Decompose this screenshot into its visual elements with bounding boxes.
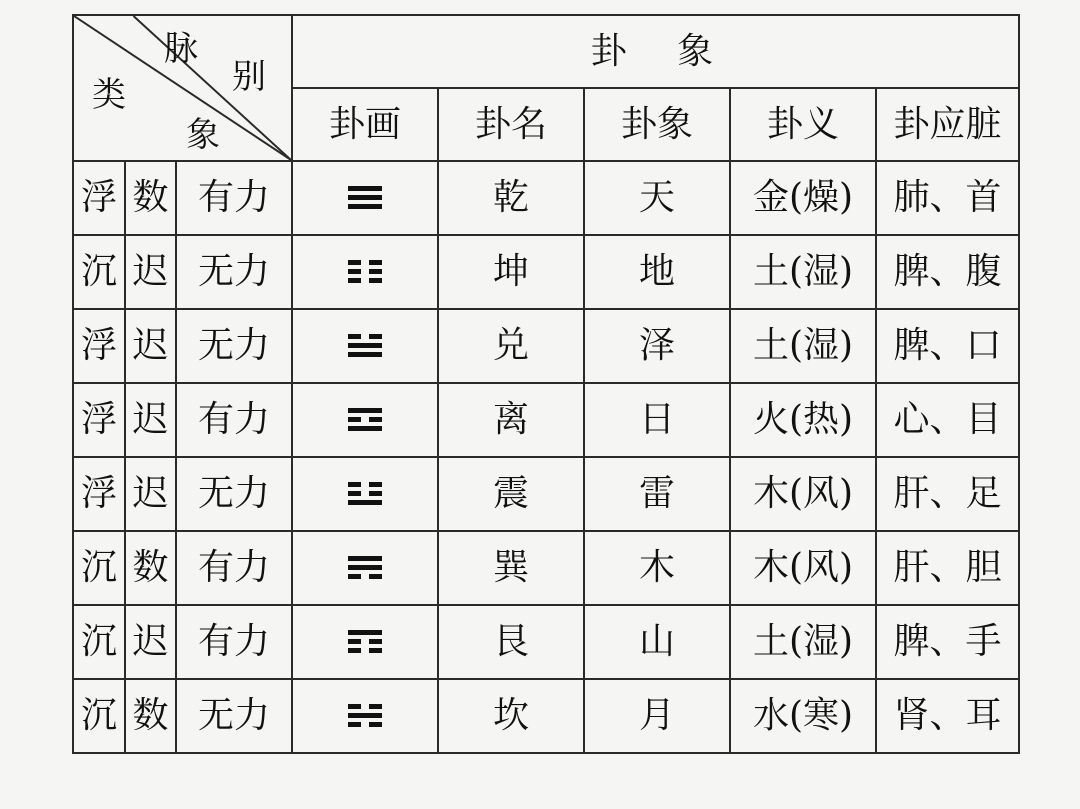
pulse-position-cell: 沉 xyxy=(73,605,125,679)
trigram-drawing-cell xyxy=(292,531,438,605)
table-row xyxy=(73,383,1019,457)
trigram-meaning-cell: 土(湿) xyxy=(730,235,876,309)
trigram-name-cell: 巽 xyxy=(438,531,584,605)
trigram-meaning-cell: 水(寒) xyxy=(730,679,876,753)
pulse-rate-cell: 数 xyxy=(125,679,176,753)
trigram-organ-cell: 脾、口 xyxy=(876,309,1019,383)
trigram-meaning-cell: 土(湿) xyxy=(730,605,876,679)
trigram-image-cell: 日 xyxy=(584,383,730,457)
col-header-trigram-name: 卦名 xyxy=(438,88,584,161)
table-row xyxy=(73,605,1019,679)
trigram-name-cell: 坤 xyxy=(438,235,584,309)
zhen-trigram-icon xyxy=(348,481,382,505)
pulse-rate-cell: 迟 xyxy=(125,309,176,383)
table-row xyxy=(73,679,1019,753)
pulse-strength-cell: 有力 xyxy=(176,531,292,605)
pulse-strength-cell: 无力 xyxy=(176,309,292,383)
table-row xyxy=(73,309,1019,383)
pulse-position-cell: 浮 xyxy=(73,309,125,383)
pulse-position-cell: 沉 xyxy=(73,531,125,605)
trigram-drawing-cell xyxy=(292,383,438,457)
trigram-organ-cell: 肾、耳 xyxy=(876,679,1019,753)
trigram-name-cell: 乾 xyxy=(438,161,584,235)
trigram-meaning-cell: 木(风) xyxy=(730,531,876,605)
pulse-rate-cell: 迟 xyxy=(125,235,176,309)
pulse-strength-cell: 有力 xyxy=(176,161,292,235)
pulse-strength-cell: 无力 xyxy=(176,235,292,309)
qian-trigram-icon xyxy=(348,185,382,209)
trigram-organ-cell: 脾、腹 xyxy=(876,235,1019,309)
pulse-position-cell: 浮 xyxy=(73,383,125,457)
table-row xyxy=(73,531,1019,605)
table-row xyxy=(73,161,1019,235)
corner-header xyxy=(73,15,292,161)
trigram-organ-cell: 肺、首 xyxy=(876,161,1019,235)
xun-trigram-icon xyxy=(348,555,382,579)
trigram-organ-cell: 肝、足 xyxy=(876,457,1019,531)
corner-label-lei: 类 xyxy=(92,75,126,115)
gen-trigram-icon xyxy=(348,629,382,653)
pulse-rate-cell: 迟 xyxy=(125,383,176,457)
trigram-drawing-cell xyxy=(292,309,438,383)
li-trigram-icon xyxy=(348,407,382,431)
trigram-meaning-cell: 木(风) xyxy=(730,457,876,531)
pulse-rate-cell: 迟 xyxy=(125,457,176,531)
pulse-position-cell: 沉 xyxy=(73,235,125,309)
table-body xyxy=(73,161,1019,753)
pulse-position-cell: 沉 xyxy=(73,679,125,753)
pulse-position-cell: 浮 xyxy=(73,161,125,235)
pulse-position-cell: 浮 xyxy=(73,457,125,531)
pulse-strength-cell: 无力 xyxy=(176,457,292,531)
trigram-organ-cell: 肝、胆 xyxy=(876,531,1019,605)
trigram-meaning-cell: 火(热) xyxy=(730,383,876,457)
trigram-organ-cell: 心、目 xyxy=(876,383,1019,457)
trigram-organ-cell: 脾、手 xyxy=(876,605,1019,679)
trigram-image-cell: 月 xyxy=(584,679,730,753)
trigram-name-cell: 离 xyxy=(438,383,584,457)
kan-trigram-icon xyxy=(348,703,382,727)
pulse-trigram-table xyxy=(72,14,1020,754)
trigram-drawing-cell xyxy=(292,605,438,679)
trigram-drawing-cell xyxy=(292,235,438,309)
kun-trigram-icon xyxy=(348,259,382,283)
trigram-name-cell: 坎 xyxy=(438,679,584,753)
trigram-image-cell: 泽 xyxy=(584,309,730,383)
trigram-name-cell: 兑 xyxy=(438,309,584,383)
trigram-name-cell: 艮 xyxy=(438,605,584,679)
pulse-rate-cell: 数 xyxy=(125,161,176,235)
trigram-image-cell: 地 xyxy=(584,235,730,309)
corner-label-bie: 别 xyxy=(232,57,266,97)
pulse-rate-cell: 迟 xyxy=(125,605,176,679)
pulse-strength-cell: 无力 xyxy=(176,679,292,753)
trigram-drawing-cell xyxy=(292,679,438,753)
corner-label-mai: 脉 xyxy=(164,29,198,69)
trigram-image-cell: 山 xyxy=(584,605,730,679)
header-gua-xiang: 卦 象 xyxy=(292,15,1019,88)
trigram-meaning-cell: 金(燥) xyxy=(730,161,876,235)
trigram-drawing-cell xyxy=(292,457,438,531)
table-row xyxy=(73,235,1019,309)
corner-label-xiang: 象 xyxy=(186,115,220,155)
pulse-strength-cell: 有力 xyxy=(176,383,292,457)
col-header-trigram-organ: 卦应脏 xyxy=(876,88,1019,161)
trigram-drawing-cell xyxy=(292,161,438,235)
trigram-name-cell: 震 xyxy=(438,457,584,531)
dui-trigram-icon xyxy=(348,333,382,357)
trigram-image-cell: 天 xyxy=(584,161,730,235)
trigram-image-cell: 木 xyxy=(584,531,730,605)
pulse-rate-cell: 数 xyxy=(125,531,176,605)
col-header-trigram-drawing: 卦画 xyxy=(292,88,438,161)
trigram-meaning-cell: 土(湿) xyxy=(730,309,876,383)
pulse-strength-cell: 有力 xyxy=(176,605,292,679)
trigram-image-cell: 雷 xyxy=(584,457,730,531)
header-row-1 xyxy=(73,15,1019,88)
col-header-trigram-image: 卦象 xyxy=(584,88,730,161)
col-header-trigram-meaning: 卦义 xyxy=(730,88,876,161)
table-row xyxy=(73,457,1019,531)
